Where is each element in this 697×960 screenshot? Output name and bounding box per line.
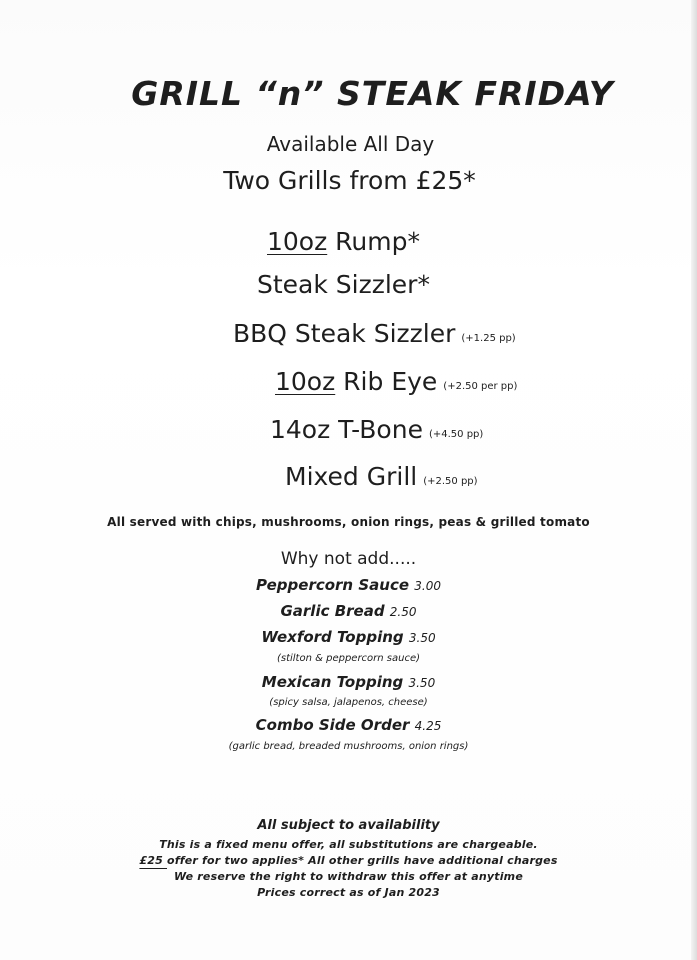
menu-item-mixed-grill bbox=[285, 462, 478, 491]
addon-note-mexican: (spicy salsa, jalapenos, cheese) bbox=[269, 697, 428, 708]
menu-item-size: 10oz bbox=[267, 227, 328, 256]
footer-line-2 bbox=[0, 854, 697, 867]
served-with-text: All served with chips, mushrooms, onion rings, peas & grilled tomato bbox=[107, 515, 590, 529]
addon-wexford-topping bbox=[0, 628, 697, 646]
footer-heading: All subject to availability bbox=[257, 818, 440, 833]
menu-title: GRILL “n” STEAK FRIDAY bbox=[131, 74, 614, 113]
addon-name: Mexican Topping bbox=[261, 673, 404, 691]
menu-item-bbq-steak-sizzler bbox=[233, 319, 516, 348]
footer-line-3: We reserve the right to withdraw this offer at anytime bbox=[173, 870, 523, 883]
footer-offer-text: offer for two applies* All other grills have additional charges bbox=[167, 854, 558, 867]
menu-item-surcharge: (+1.25 pp) bbox=[461, 333, 516, 344]
menu-item-rump bbox=[267, 227, 420, 256]
addon-name: Wexford Topping bbox=[261, 628, 404, 646]
availability-text: Available All Day bbox=[266, 132, 435, 156]
offer-text: Two Grills from £25* bbox=[223, 166, 476, 195]
addon-price: 3.50 bbox=[408, 676, 436, 690]
menu-item-rib-eye bbox=[275, 367, 517, 396]
footer-line-1: This is a fixed menu offer, all substitutions are chargeable. bbox=[159, 838, 538, 851]
addon-name: Combo Side Order bbox=[255, 716, 410, 734]
why-not-add-text: Why not add..... bbox=[280, 549, 417, 569]
addon-note-wexford: (stilton & peppercorn sauce) bbox=[276, 653, 421, 664]
addon-note-combo: (garlic bread, breaded mushrooms, onion rings) bbox=[228, 741, 469, 752]
menu-item-surcharge: (+4.50 pp) bbox=[428, 429, 484, 440]
menu-item-name: Steak Sizzler* bbox=[257, 270, 430, 299]
menu-item-steak-sizzler bbox=[257, 270, 430, 299]
menu-item-name: Mixed Grill bbox=[285, 462, 418, 491]
addon-price: 2.50 bbox=[389, 605, 417, 619]
menu-item-name: BBQ Steak Sizzler bbox=[233, 319, 456, 348]
footer-line-4: Prices correct as of Jan 2023 bbox=[257, 886, 440, 899]
addon-peppercorn-sauce bbox=[0, 576, 697, 594]
menu-item-name: 14oz T-Bone bbox=[270, 415, 423, 444]
menu-item-surcharge: (+2.50 pp) bbox=[423, 476, 478, 487]
addon-garlic-bread bbox=[0, 602, 697, 620]
addon-price: 3.00 bbox=[414, 579, 441, 593]
addon-name: Peppercorn Sauce bbox=[256, 576, 410, 594]
addon-price: 4.25 bbox=[414, 719, 442, 733]
menu-item-surcharge: (+2.50 per pp) bbox=[443, 381, 518, 392]
menu-item-name: Rib Eye bbox=[335, 367, 438, 396]
addon-combo-side-order bbox=[0, 716, 697, 734]
addon-name: Garlic Bread bbox=[280, 602, 385, 620]
menu-item-size: 10oz bbox=[275, 367, 336, 396]
menu-item-t-bone bbox=[270, 415, 483, 444]
addon-price: 3.50 bbox=[408, 631, 436, 645]
addon-mexican-topping bbox=[0, 673, 697, 691]
footer-offer-price: £25 bbox=[139, 854, 168, 867]
menu-item-name: Rump* bbox=[327, 227, 420, 256]
